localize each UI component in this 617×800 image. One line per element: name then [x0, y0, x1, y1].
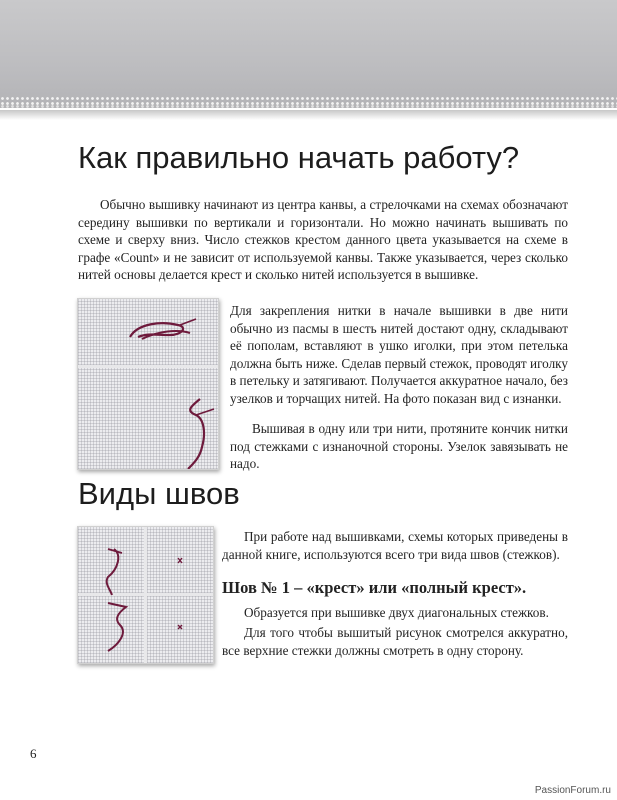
stitch1-title: Шов № 1 – «крест» или «полный крест». [222, 578, 527, 597]
section2-title: Виды швов [78, 476, 240, 511]
page-number: 6 [30, 746, 37, 761]
stitch1-note: Для того чтобы вышитый рисунок смотрелся аккуратно, все верхние стежки должны смотреть в одну сторону. [222, 625, 568, 658]
section1-title: Как правильно начать работу? [78, 140, 520, 175]
photo-thread-start [77, 298, 219, 470]
stitch1-description: Образуется при вышивке двух диагональных стежков. [244, 605, 549, 620]
photo-stitch-types [77, 526, 214, 664]
section2-intro: При работе над вышивками, схемы которых приведены в данной книге, используются всего три вида швов (стежков). [222, 529, 568, 562]
header-shadow [0, 110, 617, 120]
stitch-drawing [78, 527, 213, 663]
fastening-text: Для закрепления нитки в начале вышивки в две нити обычно из пасмы в шесть нитей достают одну, складывают её пополам, вставляют в ушко иголки, при этом петелька должна быть ниже. Сделав первый стежок, проводят иголку в петельку и затягивают. Получается аккуратное начало, без узелков и торчащих нитей. На фото показан вид с изнанки. [230, 303, 568, 406]
thread-drawing [78, 299, 218, 469]
one-or-three-threads-text: Вышивая в одну или три нити, протяните кончик нитки под стежками с изнаночной стороны. Узелок завязывать не надо. [230, 421, 568, 472]
section1-intro: Обычно вышивку начинают из центра канвы, а стрелочками на схемах обозначают середину вышивки по вертикали и горизонтали. Но можно начинать вышивать по схеме и сверху вниз. Число стежков крестом данного цвета указывается на схеме в графе «Count» и не зависит от используемой канвы. Также указывается, через сколько нитей основы делается крест и сколько нитей используется в вышивке. [78, 197, 568, 283]
watermark: PassionForum.ru [534, 785, 611, 796]
header-fabric-band [0, 0, 617, 108]
